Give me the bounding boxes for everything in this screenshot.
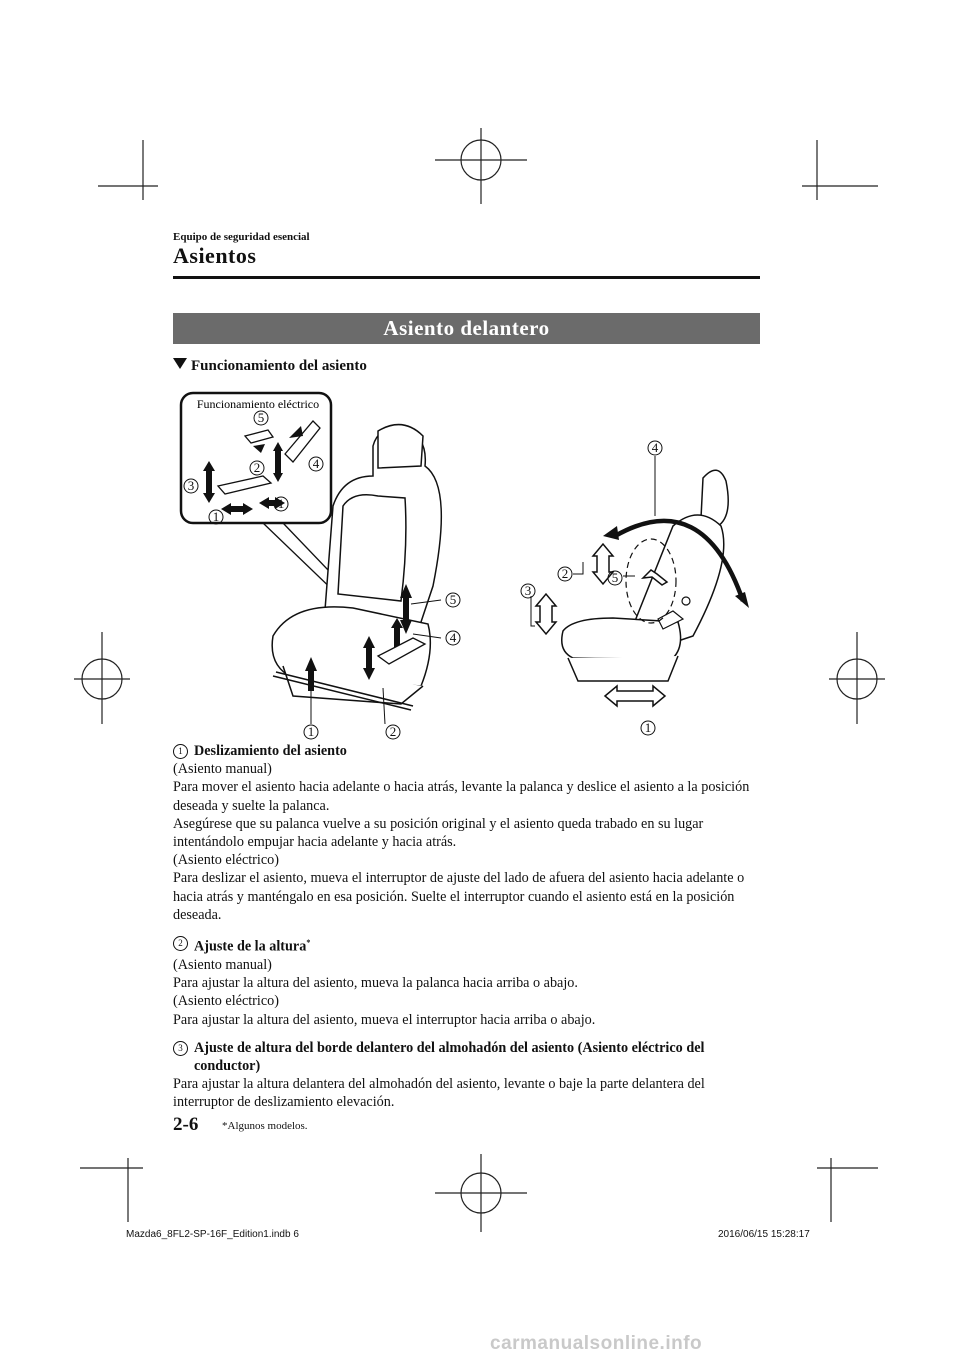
subheading-text: Funcionamiento del asiento — [191, 358, 367, 374]
paragraph: Para deslizar el asiento, mueva el interruptor de ajuste del lado de afuera del asiento hacia adelante o hacia atrás y manténgalo en esa posición. Suelte el interruptor cuando el asiento está en la posición deseada. — [173, 870, 745, 923]
callout-right-1: 1 — [644, 720, 652, 735]
callout-right-5: 5 — [611, 570, 619, 585]
paragraph: Para mover el asiento hacia adelante o hacia atrás, levante la palanca y deslice el asiento a la posición deseada y suelte la palanca. — [173, 779, 750, 814]
instructions — [173, 742, 763, 1122]
callout-left-5: 5 — [449, 592, 457, 607]
item-number: 1 — [173, 744, 188, 759]
section-label: Equipo de seguridad esencial — [173, 231, 310, 243]
watermark: carmanualsonline.info — [490, 1333, 703, 1354]
item-heading — [173, 934, 763, 956]
callout-right-3: 3 — [524, 583, 532, 598]
item-number: 2 — [173, 936, 188, 951]
item-slide — [173, 742, 763, 924]
inset-label: Funcionamiento eléctrico — [196, 397, 320, 411]
section-banner: Asiento delantero — [173, 313, 760, 344]
callout-inset-1b: 1 — [212, 509, 220, 524]
paragraph: Para ajustar la altura del asiento, mueva el interruptor hacia arriba o abajo. — [173, 1011, 596, 1028]
callout-inset-4: 4 — [312, 456, 320, 471]
seat-illustration — [173, 386, 760, 741]
item-title: Deslizamiento del asiento — [194, 743, 347, 759]
footnote: *Algunos modelos. — [222, 1120, 308, 1132]
paragraph: (Asiento eléctrico) — [173, 993, 279, 1010]
paragraph: Asegúrese que su palanca vuelve a su posición original y el asiento queda trabado en su lugar intentándolo empujar hacia adelante y hacia atrás. — [173, 815, 704, 851]
paragraph: Para ajustar la altura delantera del almohadón del asiento, levante o baje la parte delantera del interruptor de deslizamiento elevación. — [173, 1076, 705, 1111]
callout-left-4: 4 — [449, 630, 457, 645]
item-cushion-front — [173, 1039, 763, 1112]
subheading — [173, 358, 367, 375]
paragraph: (Asiento manual) — [173, 956, 272, 973]
item-heading — [173, 1039, 763, 1075]
page-title: Asientos — [173, 243, 257, 268]
callout-right-2: 2 — [561, 566, 569, 581]
title-rule — [173, 276, 760, 279]
callout-inset-3: 3 — [187, 478, 195, 493]
item-number: 3 — [173, 1041, 188, 1056]
callout-right-4: 4 — [651, 440, 659, 455]
paragraph: (Asiento manual) — [173, 761, 272, 778]
item-heading — [173, 742, 763, 760]
callout-inset-5: 5 — [257, 410, 265, 425]
print-date: 2016/06/15 15:28:17 — [718, 1229, 810, 1240]
triangle-marker-icon — [173, 358, 187, 369]
page-number: 2-6 — [173, 1114, 199, 1135]
paragraph: Para ajustar la altura del asiento, mueva la palanca hacia arriba o abajo. — [173, 975, 578, 992]
item-title-text: Ajuste de la altura — [194, 938, 307, 955]
paragraph: (Asiento eléctrico) — [173, 852, 279, 869]
footnote-mark: * — [306, 938, 311, 948]
item-title: Ajuste de altura del borde delantero del almohadón del asiento (Asiento eléctrico del conductor) — [194, 1039, 705, 1074]
callout-left-2: 2 — [389, 724, 397, 739]
callout-inset-2: 2 — [253, 460, 261, 475]
item-height — [173, 934, 763, 1029]
item-title — [194, 934, 310, 956]
callout-left-1: 1 — [307, 724, 315, 739]
print-file-info: Mazda6_8FL2-SP-16F_Edition1.indb 6 — [126, 1229, 299, 1240]
callout-inset-1a: 1 — [277, 496, 285, 511]
